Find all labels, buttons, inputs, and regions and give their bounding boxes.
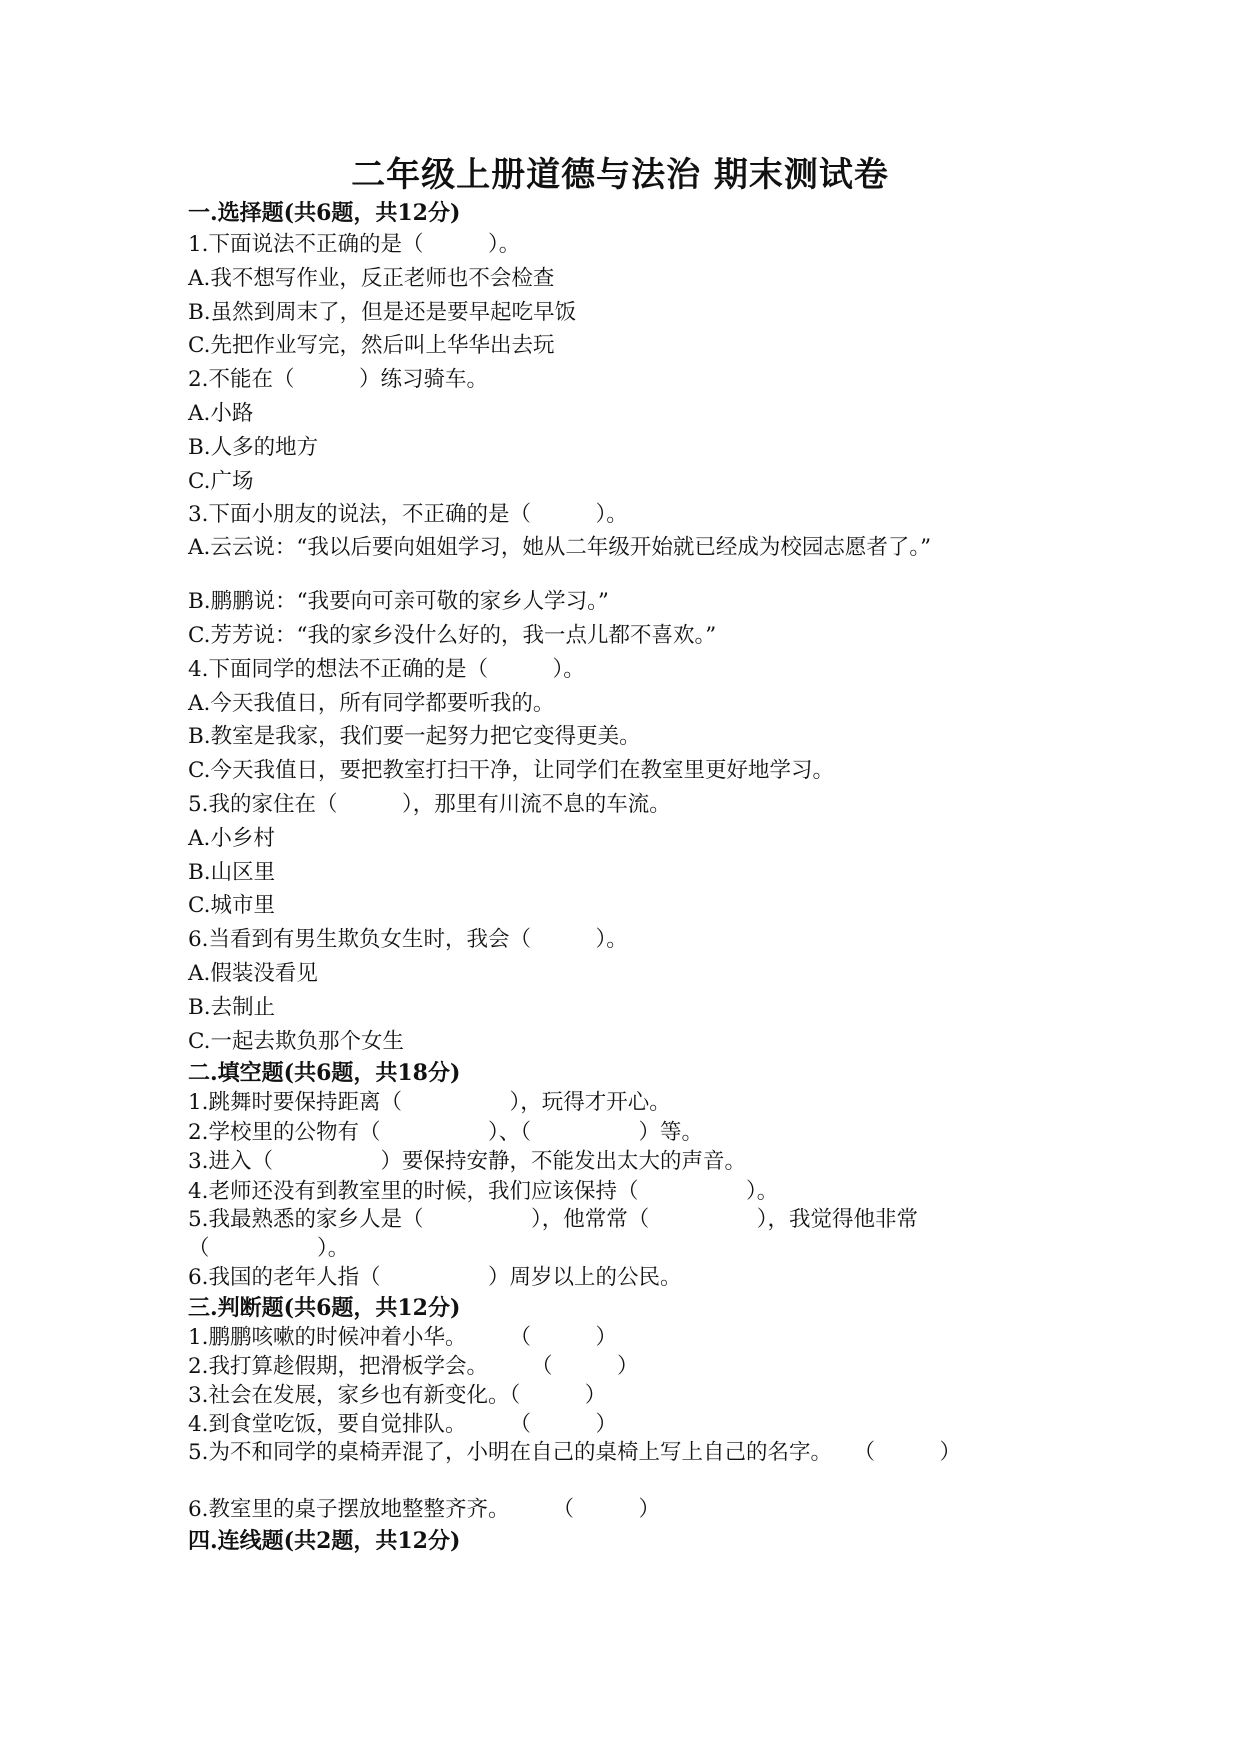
section-multiple-choice <box>188 198 1068 1058</box>
question-line: 6.我国的老年人指（ ）周岁以上的公民。 <box>188 1265 682 1291</box>
question-line: 2.我打算趁假期，把滑板学会。 （ ） <box>188 1353 639 1379</box>
option-line: A.假装没看见 <box>188 960 318 986</box>
section-true-false <box>188 1293 1068 1524</box>
option-line: A.小路 <box>188 400 254 426</box>
option-line: A.云云说：“我以后要向姐姐学习，她从二年级开始就已经成为校园志愿者了。” <box>188 535 932 561</box>
question-line: 1.鹏鹏咳嗽的时候冲着小华。 （ ） <box>188 1324 618 1350</box>
question-line: 5.为不和同学的桌椅弄混了，小明在自己的桌椅上写上自己的名字。 （ ） <box>188 1439 962 1465</box>
question-line: 2.不能在（ ）练习骑车。 <box>188 367 489 393</box>
option-line: B.山区里 <box>188 859 276 885</box>
section-fill-in-blank <box>188 1058 1068 1293</box>
question-line: 5.我的家住在（ ），那里有川流不息的车流。 <box>188 791 671 817</box>
section-heading: 二.填空题(共6题，共18分) <box>188 1060 461 1087</box>
question-line: 3.下面小朋友的说法，不正确的是（ ）。 <box>188 502 628 528</box>
question-line: 3.进入（ ）要保持安静，不能发出太大的声音。 <box>188 1149 747 1175</box>
option-line: C.先把作业写完，然后叫上华华出去玩 <box>188 333 555 359</box>
question-line: 4.下面同学的想法不正确的是（ ）。 <box>188 656 585 682</box>
option-line: B.去制止 <box>188 994 276 1020</box>
option-line: C.芳芳说：“我的家乡没什么好的，我一点儿都不喜欢。” <box>188 622 717 648</box>
option-line: B.人多的地方 <box>188 434 319 460</box>
option-line: A.我不想写作业，反正老师也不会检查 <box>188 265 555 291</box>
question-line: 5.我最熟悉的家乡人是（ ），他常常（ ），我觉得他非常（ ）。 <box>188 1207 919 1261</box>
question-line: 2.学校里的公物有（ ）、（ ）等。 <box>188 1119 704 1145</box>
question-line: 6.教室里的桌子摆放地整整齐齐。 （ ） <box>188 1496 661 1522</box>
option-line: A.小乡村 <box>188 825 275 851</box>
option-line: B.教室是我家，我们要一起努力把它变得更美。 <box>188 724 641 750</box>
option-line: C.广场 <box>188 468 254 494</box>
question-line: 4.到食堂吃饭，要自觉排队。 （ ） <box>188 1411 618 1437</box>
section-matching <box>188 1526 1068 1556</box>
option-line: C.一起去欺负那个女生 <box>188 1028 405 1054</box>
option-line: B.鹏鹏说：“我要向可亲可敬的家乡人学习。” <box>188 589 609 615</box>
option-line: C.今天我值日，要把教室打扫干净，让同学们在教室里更好地学习。 <box>188 758 835 784</box>
question-line: 6.当看到有男生欺负女生时，我会（ ）。 <box>188 927 628 953</box>
question-line: 1.下面说法不正确的是（ ）。 <box>188 232 521 257</box>
exam-content <box>188 198 1068 1556</box>
question-line: 3.社会在发展，家乡也有新变化。（ ） <box>188 1382 607 1408</box>
question-line: 1.跳舞时要保持距离（ ），玩得才开心。 <box>188 1090 671 1116</box>
section-heading: 一.选择题(共6题，共12分) <box>188 200 461 226</box>
section-heading: 四.连线题(共2题，共12分) <box>188 1527 461 1554</box>
question-line: 4.老师还没有到教室里的时候，我们应该保持（ ）。 <box>188 1178 779 1204</box>
exam-title: 二年级上册道德与法治 期末测试卷 <box>351 155 889 195</box>
section-heading: 三.判断题(共6题，共12分) <box>188 1294 461 1321</box>
option-line: C.城市里 <box>188 893 276 919</box>
option-line: B.虽然到周末了，但是还是要早起吃早饭 <box>188 299 577 325</box>
option-line: A.今天我值日，所有同学都要听我的。 <box>188 690 555 716</box>
